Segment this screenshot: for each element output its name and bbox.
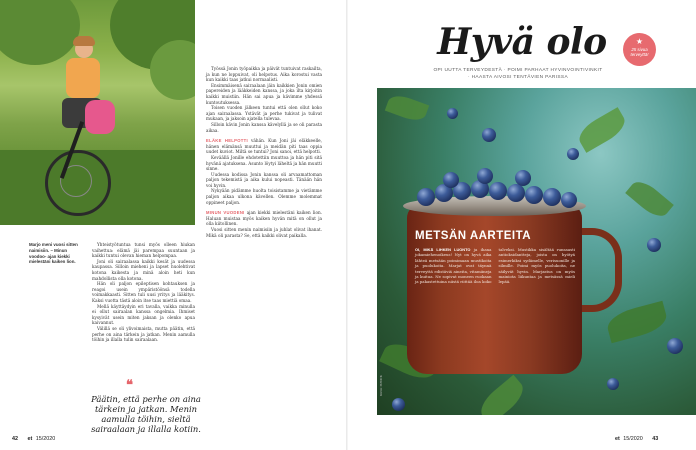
section-lead: MINUN VUODENI bbox=[206, 210, 245, 216]
page-folio-right bbox=[615, 436, 658, 442]
page-count-badge bbox=[623, 33, 656, 66]
magazine-name: et bbox=[27, 436, 33, 442]
paragraph: Mellä käyttäydyin eri tavalla, vaikka minulla ei ollut sairaalan kanssa ongelmia. Ihmiset kysyivät usein miten jaksan ja olenko apua kaivannut. bbox=[92, 303, 195, 326]
paragraph: Uudessa kodissa Jonin kanssa oli arvaamattoman paljon tekemistä ja aika kului nopeasti. Tänään hän voi hyvin. bbox=[206, 171, 322, 188]
pull-quote: Päätin, että perhe on aina tärkein ja jatkan. Menin aamulla töihin, sieltä sairaalaan ja illalla kotiin. bbox=[91, 394, 201, 434]
subtitle-line: OPI UUTTA TERVEYDESTÄ · POIMI PARHAAT HYVINVOINTIVINKIT bbox=[433, 68, 603, 73]
section-lead: ELÄKE HELPOTTI bbox=[206, 138, 248, 144]
badge-text: 25 sivua terveyttä! bbox=[630, 47, 649, 57]
paragraph: Yhteistyötuntua tunsi myös olleen hiukan vaihettua: elämä jäi parempaa suuntaan ja kaikki tuntui olevan hieman helpompaa. bbox=[92, 242, 195, 259]
mug-handle bbox=[579, 228, 622, 312]
paragraph: Työssä Jonin työpaikka ja päivät tuntuivat raskailta, ja kun ne loppuivat, oli helpotus. Aika korostui vasta kun kaikki taas jatkui normaalisti. bbox=[206, 66, 322, 83]
photo-caption: Marjo meni vuosi sitten naimisiin. – Minun voodoo- ajan kiekki mielestäni kaiken lion. bbox=[29, 242, 78, 265]
paragraph: Keväällä Jonille ehdotettiin muuttoa ja hän piti sitä hyvänä ajatuksena. Asunto löytyi läheltä ja hän muutti sinne. bbox=[206, 154, 322, 172]
issue-number: 15/2020 bbox=[35, 436, 56, 442]
issue-number: 15/2020 bbox=[623, 436, 643, 442]
subtitle-line: · HAASTA AIVOSI TENTÄVIEN PARISSA bbox=[467, 74, 569, 80]
page-folio-left bbox=[12, 436, 55, 442]
box-text bbox=[415, 247, 575, 285]
box-lead: OI, MIKÄ LIHKEN LUONTO bbox=[415, 247, 471, 252]
right-page bbox=[348, 0, 696, 450]
box-body: ja ihana jokamiehenoikeus! Nyt on hyvä aika lähteä metsään poimimaan mustikoita ja puolukoita. Marjat ovat täynnä terveyttä edistäviä aineita, vitamiineja ja kuitua. Ne sopivat moneen ruokaan ja pakastettuina niistä riittää iloa koko talveksi. Mustikka sisältää runsaasti antioksidantteja, joista on hyötyä esimerkiksi sydämelle, verisuonille ja silmille. Poimi myös puolukoita, ne säilyvät hyvin. Marjastus on myös mainiota liikuntaa ja metsässä mieli lepää. bbox=[415, 247, 575, 285]
section-subtitle bbox=[398, 68, 638, 81]
section-title: Hyvä olo bbox=[437, 21, 607, 63]
paragraph bbox=[206, 210, 322, 227]
paragraph: Joni oli sairaalassa kaikki kesät ja uudessa kaupassa. Silloin mieheni ja lapset huolehtivat kotona kaikesta ja minä aloin heti kun mahdollista olla kotona. bbox=[92, 258, 195, 281]
star-icon: ★ bbox=[635, 37, 644, 46]
photo-credit: KUVA: ISTOCK bbox=[379, 375, 383, 396]
woman-on-bicycle-photo bbox=[0, 0, 195, 225]
paragraph: Nykyään pidämme huolta toisistamme ja vietämme paljon aikaa ulkona kävellen. Olemme molemmat oppineet paljon. bbox=[206, 188, 322, 205]
paragraph: Silloin kävin Jonin kanssa kävelyllä ja se oli parasta aikaa. bbox=[206, 121, 322, 133]
paragraph: Hän oli paljon epileptisen kohtauksen ja reagoi usein ympäristöönsä todella voimakkaasti. Sitten tuli uusi yritys ja lääkitys. Kaksi vuotta tästä aloin itse taas miettiä omaa. bbox=[92, 281, 195, 303]
box-title: METSÄN AARTEITA bbox=[415, 230, 532, 242]
quote-marks-icon: ❝ bbox=[126, 378, 133, 393]
text-column-right bbox=[206, 66, 322, 238]
page-number: 43 bbox=[652, 436, 659, 442]
blueberries-mug-photo bbox=[377, 88, 696, 415]
paragraph: Toisen vuoden jälkeen tuntui että olen ollut koko ajan sairaalassa. Ystävät ja perhe tukivat ja tulivat mukaan, ja jaksoin ajatella tulevaa. bbox=[206, 105, 322, 122]
paragraph bbox=[206, 138, 322, 155]
magazine-name: et bbox=[615, 436, 620, 442]
paragraph-text: ajan kiekki mielestäni kaiken lion. Haluan muistaa myös kaiken hyvän mitä on ollut ja olla kiitollinen. bbox=[206, 210, 322, 227]
page-number: 42 bbox=[12, 436, 18, 442]
paragraph: Vuosi sitten menin naimisiin ja juhlat olivat ihanat. Mikä oli parasta? Se, että kaikki olivat paikalla. bbox=[206, 227, 322, 238]
paragraph-text: vähän. Kun Joni jäi eläkkeelle, hänen elämänsä muuttui ja meidän piti taas oppia uudet kuviot. Miltä se tuntui? Joni sanoi, että helpotti. bbox=[206, 138, 322, 155]
paragraph: Välillä se oli ylivoimaista, mutta päätin, että perhe on aina tärkein ja jatkan. Menin aamulla töihin ja illalla tulin sairaalaan. bbox=[92, 325, 195, 343]
paragraph: Ensimmäisenä sairaalaan jäin kaikkien Jonin omien papereiden ja lääkkeiden kanssa, ja joka ilta kirjoitin kaikki muistiin. Hän sai apua ja kävimme yhdessä kuntoutuksessa. bbox=[206, 82, 322, 105]
text-column-left bbox=[92, 242, 195, 343]
